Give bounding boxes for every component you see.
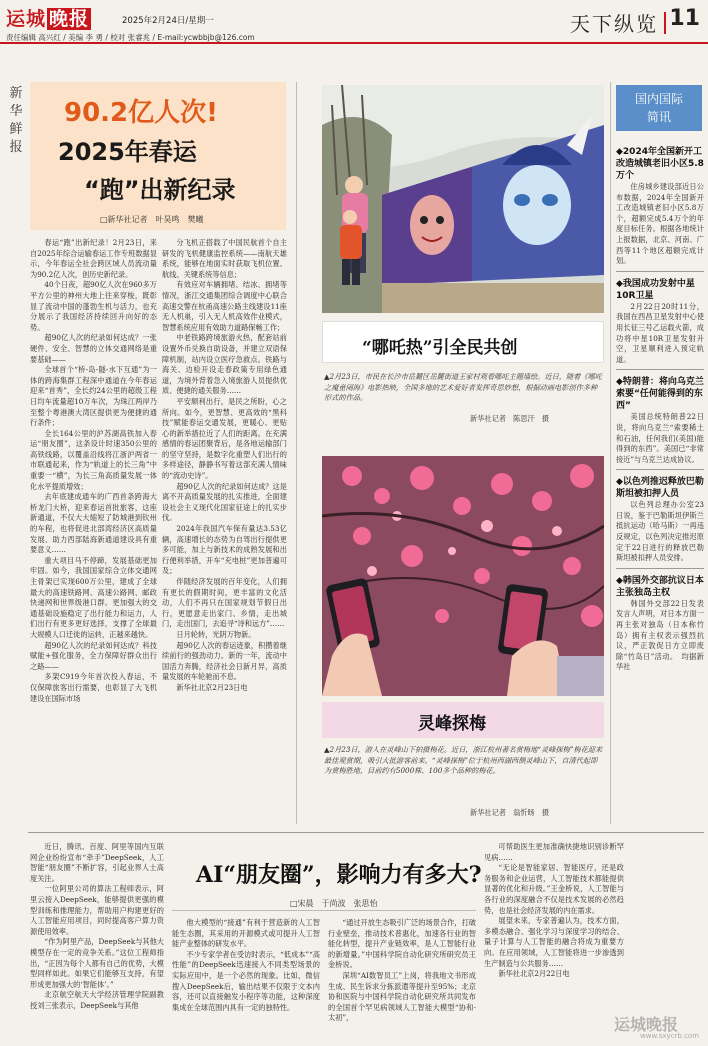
logo-text-a: 运城 [6,8,47,30]
column-divider [296,82,297,824]
ai-paragraph: 可帮助医生更加准确快捷地识别诊断罕见病…… [484,842,624,862]
brief-body: 美国总统特朗普22日说，将向乌克兰“索要稀土和石油，任何我们(美国)能得到的东西”。美国已“非常接近”与乌克兰达成协议。 [616,412,704,464]
brief-body: 住房城乡建设部近日公布数据，2024年全国新开工改造城镇老旧小区5.8万个，超额完成5.4万个的年度目标任务。根据各地统计上报数据，北京、河南、广西等11个地区超额完成计划。 [616,182,704,266]
ai-paragraph: 深圳“AI数智员工”上岗，将我地文书形成生成、民生诉求分拣派遣等提升至95%；北京协和医院与中国科学院自动化研究所共同发布的全国首个罕见病领域人工智能大模型“协和·太初”， [328,970,476,1023]
lead-paragraph: 日月轮转，光阴万物新。 [176,629,256,639]
ai-paragraph: 展望未来，专家普遍认为，技术方面，多模态融合、强化学习与深度学习的结合、量子计算与人工智能的融合将成为重要方向。在应用领域，人工智能将进一步渗透到生产制造与公共服务…… [484,916,624,968]
ai-paragraph: 他大模型的“接通”有利于营造新的人工智能生态圈，其采用的开源模式或可提升人工智能产业整体的研发水平。 [172,918,320,949]
nezha-mural-photo [322,85,604,313]
lead-paragraph: 重大项目马不停蹄，发展基础更加牢固。如今，我国国家综合立体交通网主骨架已实现600万公里，建成了全球最大的高速铁路网、高速公路网、邮政快递网和世界级港口群。更加强大的交通基础设施稳定了出行能力和运力，人们出行有更多更好选择，支撑了全球最大规模人口迁徙的运转，正越来越快。 [30,555,157,639]
briefs-header-line2: 简讯 [646,110,671,124]
page-number: 11 [669,6,700,31]
brief-title: ◆以色列推迟释放巴勒斯坦被扣押人员 [616,477,704,500]
nezha-byline: 新华社记者 陈思汗 摄 [470,414,550,423]
plum-blossom-photo [322,456,604,696]
brief-title: ◆特朗普：将向乌克兰索要“任何能得到的东西” [616,377,704,412]
ai-paragraph: “作为阿里产品，DeepSeek与其他大模型存在一定的竞争关系。”这位工程师指出，“正因为每个人都有自己的优势，大模型同样如此。如果它们能够互支持，有望形成更加强大的‘智能体’。” [30,937,164,989]
ai-column-1 [30,842,164,1042]
ai-paragraph: 近日，腾讯、百度、阿里等国内互联网企业纷纷宣布“牵手”DeepSeek，人工智能“朋友圈”不断扩容，引起业界人士高度关注。 [30,842,164,883]
ai-column-3 [328,918,476,1042]
lead-paragraph: 多架C919今年首次投入春运，不仅保障旅客出行需要，也彰显了大飞机建设在国际市场 [30,672,157,703]
lead-title-line1: 90.2亿人次! [64,98,219,128]
ai-paragraph: 不少专家学者在受访时表示，“低成本”“高性能”的DeepSeek迅速接入不同类型场景的实际应用中，是一个必然的现象。比如，微信搜入DeepSeek后，输出结果不仅限于文本内容，还可以直接触发小程序等功能，这种深度集成在全球范围内具有一定的独特性。 [172,949,320,1012]
briefs-header [616,85,702,131]
ai-paragraph: 新华社北京2月22日电 [498,969,570,979]
watermark-logo: 运城晚报 [614,1015,679,1034]
lead-paragraph: 有效应对车辆拥堵、结冰、拥堵等情况，浙江交通集团综合调度中心联合高速交警在杭甬高速公路主线建设11座无人机巢，引入无人机高效作业模式，智慧系统应用有效助力道路保畅工作； [162,280,287,332]
briefs-column [616,140,704,825]
lead-paragraph: 中老铁路跨境旅游火热，配套站前设置外币兑换自助设备，并建立双语保障机制，站内设立医疗急救点。铁路与海关、边检开设走春政策专用绿色通道，为境外背着急入境旅游人员提供优质、便捷的通关服务…… [162,333,287,396]
section-rule [28,832,704,833]
lead-paragraph: 新华社北京2月23日电 [176,682,248,692]
ai-story-title: AI“朋友圈”，影响力有多大? [196,862,482,888]
ai-column-2 [172,918,320,1042]
brief-body: 2月22日20时11分，我国在西昌卫星发射中心使用长征三号乙运载火箭，成功将中星10R卫星发射升空，卫星顺利进入预定轨道。 [616,301,704,364]
issue-date: 2025年2月24日/星期一 [122,16,214,26]
lead-paragraph: 40个日夜，超90亿人次在960多万平方公里的神州大地上往来穿梭，既彰显了流动中国的蓬勃生机与活力，也充分展示了我国经济持续回升向好的态势。 [30,280,157,332]
column-divider [610,82,611,824]
ai-paragraph: 一位阿里公司的算法工程师表示，阿里云接入DeepSeek，能够提供更强的模型训练和推理能力，帮助用户构建更好的人工智能应用项目，同时提高客户算力资源使用效率。 [30,884,164,936]
lead-column-2 [162,238,287,823]
brief-separator [616,469,704,470]
brief-separator [616,369,704,370]
ai-paragraph: “通过开放生态吸引广泛的场景合作，打破行业壁垒，推动技术普惠化，加速各行业的智能化转型，提升产业链效率，是人工智能行业的新增量。”中国科学院自动化研究所研究员王金桥说。 [328,918,476,970]
logo-text-b: 晚报 [49,8,90,30]
lead-paragraph: 全球首个“桥-岛-隧-水下互通”为一体的跨海集群工程深中通道在今年春运迎来“首秀”，全长约24公里的超级工程日均车流量超10万车次，为珠江两岸乃至整个粤港澳大湾区提供更为便捷的通行条件； [30,365,157,428]
lead-paragraph: 去年底建成通车的广西首条跨海大桥龙门大桥，迎来春运首批旅客，这座新通道，不仅大大缩短了防城港到钦州的车程，也将促进北部湾经济区高质量发展、助力西部陆海新通道建设具有重要意义…… [30,492,157,555]
editors-credit: 责任编辑 高兴红 / 美编 李 勇 / 校对 张睿兆 / E-mail:ycwbbjb@126.com [6,33,255,42]
column-tag: 新华鲜报 [9,86,23,155]
section-name: 天下纵览 [570,12,658,36]
brief-separator [616,271,704,272]
nezha-mural-illustration [322,85,604,313]
brief-title: ◆我国成功发射中星10R卫星 [616,278,695,301]
briefs-header-line1: 国内国际 [634,92,683,106]
ai-story-byline: □宋晨 于尚波 张思怡 [290,899,378,908]
nezha-headline: “哪吒热”引全民共创 [362,338,518,358]
ai-title-rule [172,910,476,911]
brief-separator [616,568,704,569]
lead-paragraph: 超90亿人次的春运迹象，积攒着继续前行的强劲动力。新的一年，流动中国活力奔腾，经济社会日新月异，高质量发展的车轮驰而不息。 [162,640,287,682]
section-divider [664,12,666,34]
plum-blossom-illustration [322,456,604,696]
ai-column-4 [484,842,624,1042]
lead-column-1 [30,238,157,823]
ai-paragraph: 北京航空航天大学经济管理学院副教授刘三张表示，DeepSeek与其他 [30,990,164,1010]
lead-title-line2: 2025年春运 [58,138,197,166]
lead-paragraph: 超90亿人次的纪录如何达成？这是离不开高质量发展的扎实推进，全面建设社会主义现代化国家征途上的扎实步伐。 [162,481,287,523]
lead-title-line3: “跑”出新纪录 [84,176,236,204]
brief-title: ◆韩国外交部抗议日本主张独岛主权 [616,575,704,598]
lead-paragraph: 分飞机正搭载了中国民航首个自主研发的飞机健康监控系统——南航天雄系统，能够在地面实时获取飞机位置、航线、关键系统等信息； [162,238,287,279]
brief-body: 韩国外交部22日发表发言人声明，对日本方面一再主张对独岛（日本称竹岛）拥有主权表示强烈抗议，严正敦促日方立即废除“竹岛日”活动。 均据新华社 [616,598,704,672]
lead-paragraph: 2024年我国汽车保有量达3.53亿辆，高速增长的态势为自驾出行提供更多可能，加上与新技术的成熟发展和出行便利举措，开车“充电桩”更加普遍可及； [162,524,287,576]
ai-paragraph: “无论是智能家居、智能医疗，还是政务服务和企业运营，人工智能技术都能提供显著的优化和升级。”王金桥说，人工智能与各行业的深度融合不仅是技术发展的必然趋势，也是社会经济发展的内在需求。 [484,863,624,915]
masthead-rule [0,42,708,44]
nezha-caption: ▲2月23日，市民在长沙市岳麓区岳麓街道王家村观看哪吒主题墙绘。近日，随着《哪吒之魔童闹海》电影热映，全国多地的艺术爱好者发挥奇思妙想，根据动画电影创作多种形式的作品。 [324,372,603,402]
watermark-url: www.sxycrb.com [640,1032,700,1040]
plum-headline: 灵峰探梅 [418,714,486,734]
lead-paragraph: 全长164公里的沪苏湖高铁加入春运“朋友圈”，这条设计时速350公里的高铁线路，以覆盖沿线将江浙沪两省一市联通起来，作为“轨道上的长三角”中重要一“横”，为长三角高质量发展一体化水平提质增效； [30,428,157,491]
plum-caption: ▲2月23日，游人在灵峰山下拍摄梅花。近日，浙江杭州著名赏梅地“灵峰探梅”梅花迎来最佳观赏期，吸引大批游客前来。“灵峰探梅”位于杭州西湖西侧灵峰山下，自清代起即为赏梅胜地，目前约有5000株、100多个品种的梅花。 [324,745,603,775]
lead-paragraph: 超90亿人次的纪录如何达成？一张硬件、安全、智慧的立体交通网络是重要基础—— [30,333,157,364]
lead-paragraph: 平安顺利出行，是民之所盼，心之所向。如今，更智慧、更高效的“黑科技”赋能春运交通发展，更暖心、更贴心的新举措拉近了人们的距离。在充满感情的春运团聚背后，是各地运输部门的坚守坚持，是数字化重塑人们出行的多样途径，静静书写着这部充满人情味的“流动史诗”。 [162,396,287,481]
newspaper-logo [6,4,91,31]
lead-paragraph: 超90亿人次的纪录如何达成？科技赋能+强化服务，全力保障好群众出行之路—— [30,640,157,671]
brief-body: 以色列总理办公室23日说，鉴于巴勒斯坦伊斯兰抵抗运动（哈马斯）一再违反规定，以色列决定推迟原定于22日进行的释放巴勒斯坦被扣押人员安排。 [616,500,704,563]
lead-paragraph: 春运“跑”出新纪录！2月23日，来自2025年综合运输春运工作专班数据显示，今年春运全社会跨区域人员流动量为90.2亿人次，创历史新纪录。 [30,238,157,279]
plum-byline: 新华社记者 翁忻旸 摄 [470,808,550,817]
brief-title: ◆2024年全国新开工改造城镇老旧小区5.8万个 [616,147,704,181]
lead-paragraph: 伴随经济发展的百年变化，人们拥有更长的假期时间，更丰富的文化活动，人们不再只在国家规划节假日出行，更愿意走出家门、乡情，走出城门，走出国门，去追寻“诗和远方”…… [162,577,287,629]
lead-byline: □新华社记者 叶昊鸣 樊曦 [100,215,204,224]
